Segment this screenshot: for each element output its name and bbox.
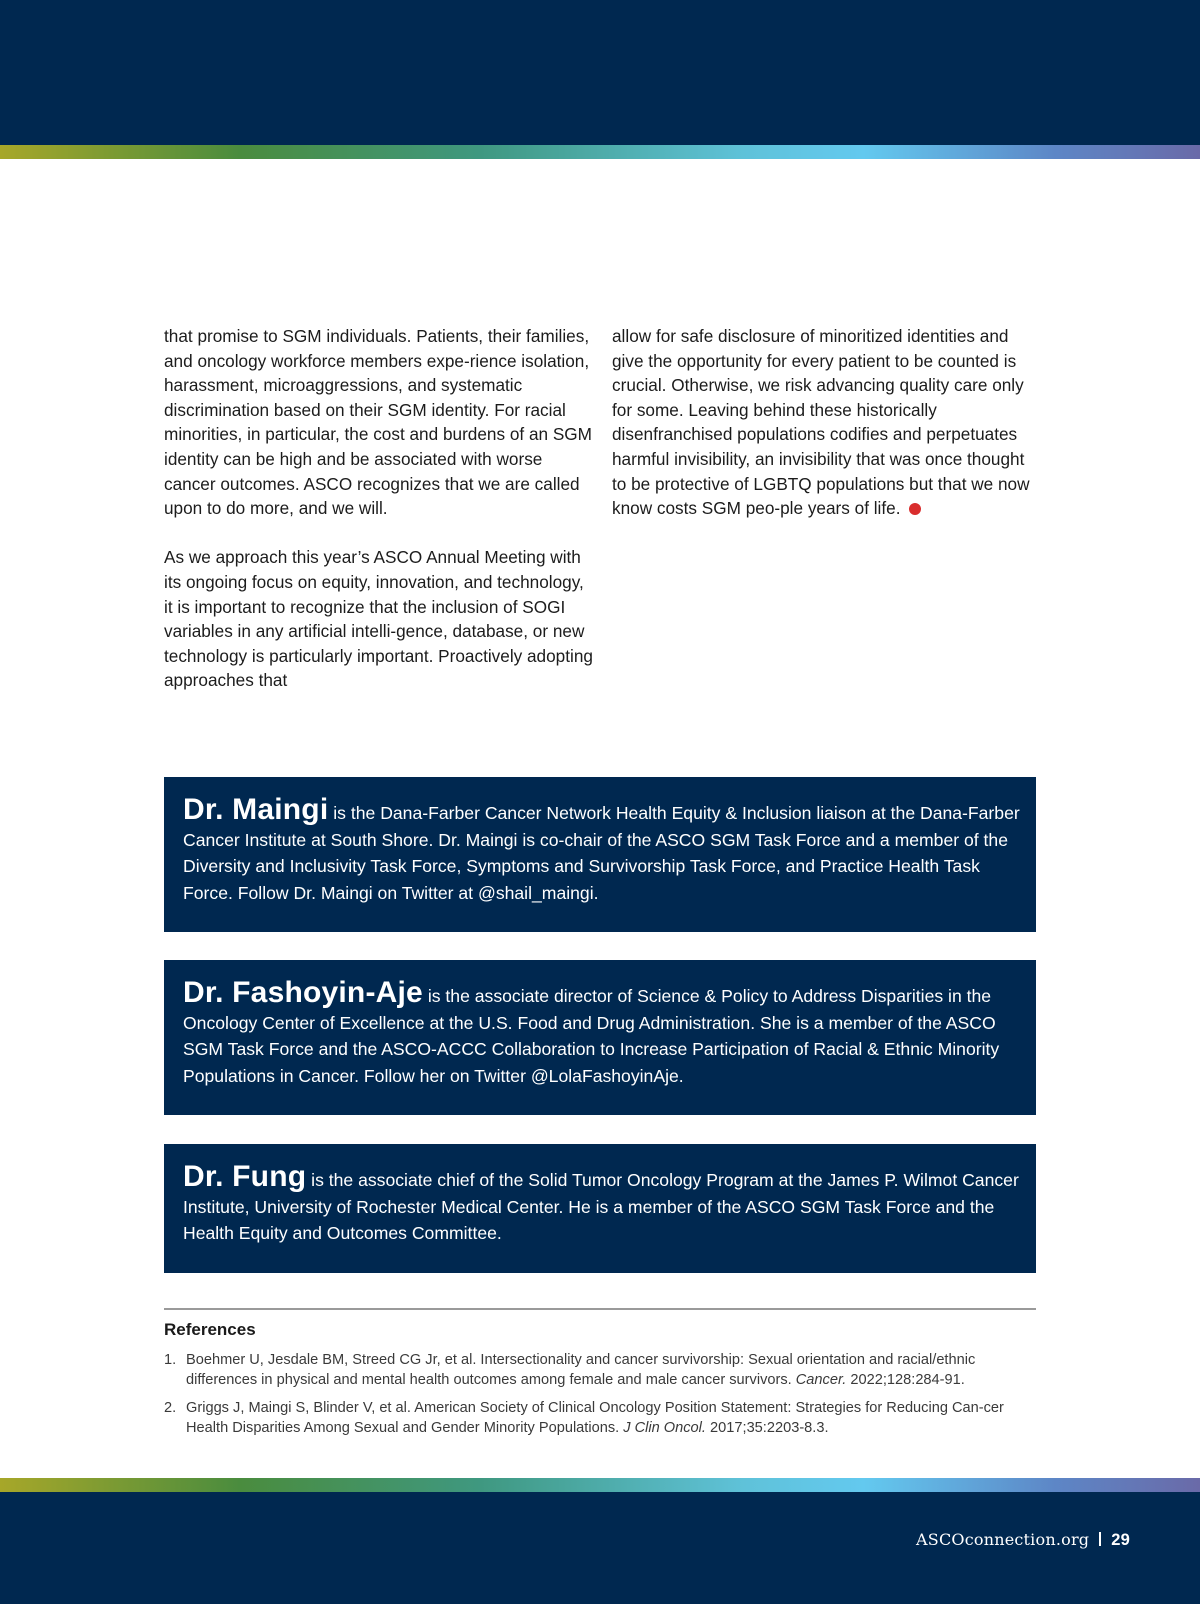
article-paragraph <box>612 324 1042 521</box>
page-number: 29 <box>1111 1531 1130 1549</box>
author-bio-text: is the associate chief of the Solid Tumor Oncology Program at the James P. Wilmot Cancer Institute, University of Rochester Medical Center. He is a member of the ASCO SGM Task Force and the Health Equity and Outcomes Committee. <box>183 1170 1019 1244</box>
article-column-right <box>612 324 1042 521</box>
reference-item <box>164 1398 1036 1438</box>
reference-number: 1. <box>164 1352 177 1368</box>
article-column-left <box>164 324 594 693</box>
article-paragraph: As we approach this year’s ASCO Annual Meeting with its ongoing focus on equity, innovation, and technology, it is important to recognize that the inclusion of SOGI variables in any artificial intelli-gence, database, or new technology is particularly important. Proactively adopting approaches that <box>164 547 593 691</box>
reference-journal: J Clin Oncol. <box>623 1420 706 1436</box>
references-list <box>164 1350 1036 1446</box>
author-bio-fashoyin-aje <box>164 960 1036 1115</box>
reference-text: Boehmer U, Jesdale BM, Streed CG Jr, et al. Intersectionality and cancer survivorship: Sexual orientation and racial/ethnic differences in physical and mental health outcomes among female and male cancer survivors. <box>186 1352 976 1388</box>
author-bio-text: is the Dana-Farber Cancer Network Health Equity & Inclusion liaison at the Dana-Farber Cancer Institute at South Shore. Dr. Maingi is co-chair of the ASCO SGM Task Force and a member of the Diversity and Inclusivity Task Force, Symptoms and Survivorship Task Force, and Practice Health Task Force. Follow Dr. Maingi on Twitter at @shail_maingi. <box>183 803 1020 903</box>
author-name: Dr. Maingi <box>183 793 329 826</box>
end-of-article-dot-icon <box>909 503 921 515</box>
references-heading: References <box>164 1320 256 1339</box>
footer-site-link[interactable]: ASCOconnection.org <box>916 1530 1090 1549</box>
author-bio-fung <box>164 1144 1036 1273</box>
author-bio-text: is the associate director of Science & Policy to Address Disparities in the Oncology Center of Excellence at the U.S. Food and Drug Administration. She is a member of the ASCO SGM Task Force and the ASCO-ACCC Collaboration to Increase Participation of Racial & Ethnic Minority Populations in Cancer. Follow her on Twitter @LolaFashoyinAje. <box>183 986 1000 1086</box>
footer-gradient-stripe <box>0 1478 1200 1492</box>
header-gradient-stripe <box>0 145 1200 159</box>
reference-item <box>164 1350 1036 1390</box>
reference-journal: Cancer. <box>795 1372 847 1388</box>
reference-citation: 2022;128:284-91. <box>850 1372 965 1388</box>
reference-text: Griggs J, Maingi S, Blinder V, et al. American Society of Clinical Oncology Position Statement: Strategies for Reducing Can-cer Health Disparities Among Sexual and Gender Minority Populations. <box>186 1400 1004 1436</box>
reference-citation: 2017;35:2203-8.3. <box>710 1420 829 1436</box>
author-bio-maingi <box>164 777 1036 932</box>
footer-separator <box>1099 1532 1101 1546</box>
author-name: Dr. Fung <box>183 1160 307 1193</box>
footer-folio <box>916 1530 1130 1550</box>
reference-number: 2. <box>164 1400 177 1416</box>
references-divider <box>164 1308 1036 1310</box>
article-paragraph: that promise to SGM individuals. Patients, their families, and oncology workforce members expe-rience isolation, harassment, microaggressions, and systematic discrimination based on their SGM identity. For racial minorities, in particular, the cost and burdens of an SGM identity can be high and be associated with worse cancer outcomes. ASCO recognizes that we are called upon to do more, and we will. <box>164 326 592 519</box>
author-name: Dr. Fashoyin-Aje <box>183 976 423 1009</box>
header-band <box>0 0 1200 145</box>
article-paragraph-text: allow for safe disclosure of minoritized identities and give the opportunity for every patient to be counted is crucial. Otherwise, we risk advancing quality care only for some. Leaving behind these historically disenfranchised populations codifies and perpetuates harmful invisibility, an invisibility that was once thought to be protective of LGBTQ populations but that we now know costs SGM peo-ple years of life. <box>612 326 1030 519</box>
